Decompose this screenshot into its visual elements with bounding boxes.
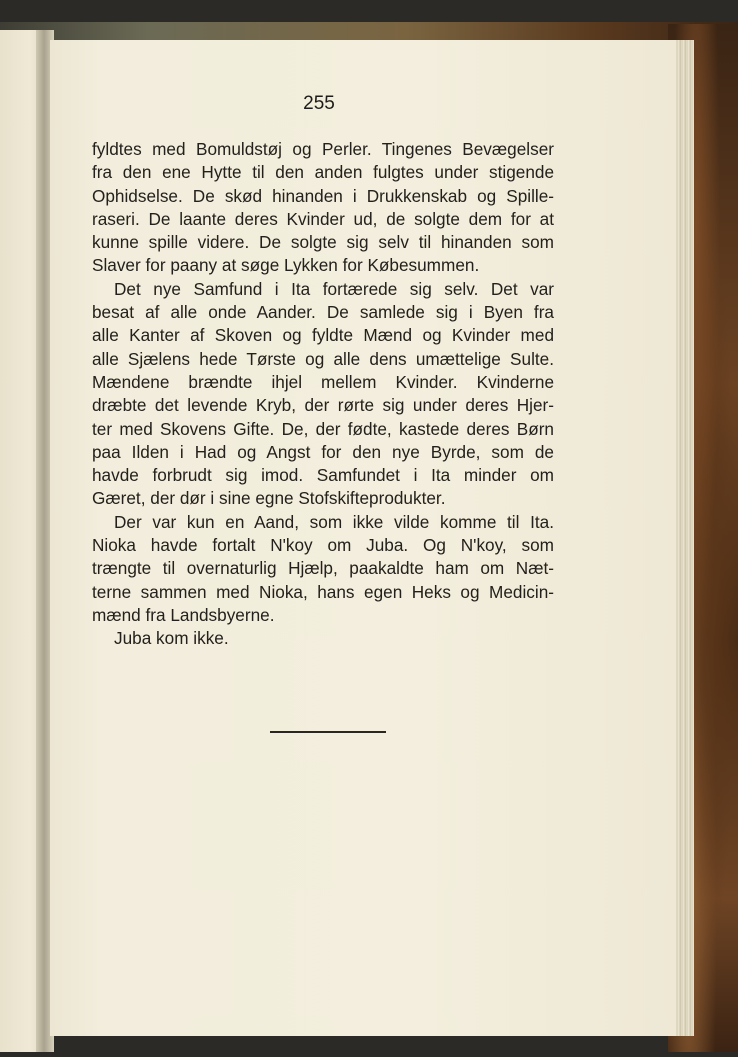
text-line: alle Sjælens hede Tørste og alle dens umættelige Sulte.: [92, 348, 554, 369]
text-line: trængte til overnaturlig Hjælp, paakaldte ham om Næt-: [92, 558, 554, 579]
section-end-rule: [270, 731, 386, 733]
text-line: kunne spille videre. De solgte sig selv til hinanden som: [92, 232, 554, 253]
text-line: fyldtes med Bomuldstøj og Perler. Tingenes Bevægelser: [92, 139, 554, 159]
text-line: ter med Skovens Gifte. De, der fødte, kastede deres Børn: [92, 418, 554, 439]
text-line: Juba kom ikke.: [114, 628, 229, 649]
book-cover-top-edge: [0, 22, 738, 42]
text-line: mænd fra Landsbyerne.: [92, 604, 275, 625]
text-line: Gæret, der dør i sine egne Stofskifteprodukter.: [92, 488, 446, 509]
text-line: dræbte det levende Kryb, der rørte sig under deres Hjer-: [92, 395, 554, 416]
body-text: [92, 138, 554, 651]
text-line: besat af alle onde Aander. De samlede sig i Byen fra: [92, 302, 554, 323]
text-line: Det nye Samfund i Ita fortærede sig selv. Det var: [114, 278, 554, 299]
text-line: Slaver for paany at søge Lykken for Købesummen.: [92, 255, 480, 276]
text-line: raseri. De laante deres Kvinder ud, de solgte dem for at: [92, 208, 554, 229]
text-line: Ophidselse. De skød hinanden i Drukkenskab og Spille-: [92, 185, 554, 206]
text-line: havde forbrudt sig imod. Samfundet i Ita minder om: [92, 465, 554, 486]
text-line: Mændene brændte ihjel mellem Kvinder. Kvinderne: [92, 371, 554, 392]
text-line: paa Ilden i Had og Angst for den nye Byrde, som de: [92, 441, 554, 462]
text-line: Der var kun en Aand, som ikke vilde komme til Ita.: [114, 511, 554, 532]
text-line: Nioka havde fortalt N'koy om Juba. Og N'koy, som: [92, 535, 554, 556]
text-line: fra den ene Hytte til den anden fulgtes under stigende: [92, 162, 554, 183]
text-line: alle Kanter af Skoven og fyldte Mænd og Kvinder med: [92, 325, 554, 346]
text-line: terne sammen med Nioka, hans egen Heks og Medicin-: [92, 581, 554, 602]
page-number: 255: [303, 93, 335, 114]
